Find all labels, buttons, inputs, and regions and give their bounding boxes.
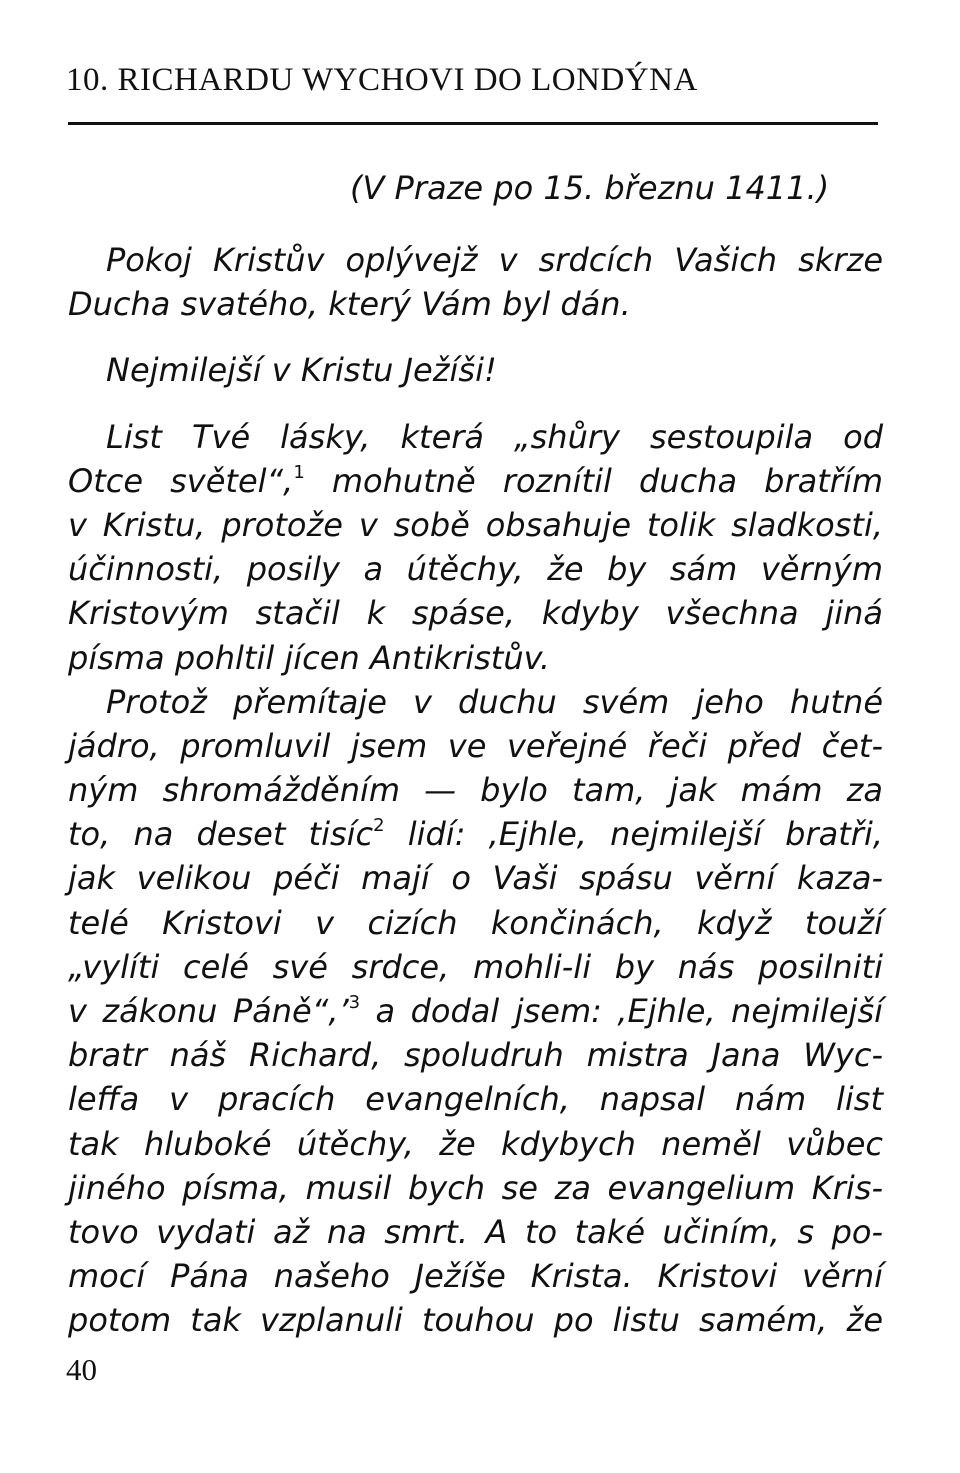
salutation: Nejmilejší v Kristu Ježíši! bbox=[106, 351, 497, 390]
footnote-mark: 1 bbox=[293, 461, 305, 483]
paragraph-line: Protož přemítaje v duchu svém jeho hutné bbox=[106, 682, 883, 721]
paragraph-line: tovo vydati až na smrt. A to také učiním, s po- bbox=[68, 1212, 883, 1251]
line-text: mohutně roznítil ducha bratřím bbox=[304, 461, 884, 500]
footnote-mark: 2 bbox=[373, 815, 385, 837]
paragraph-line: mocí Pána našeho Ježíše Krista. Kristovi věrní bbox=[68, 1257, 883, 1296]
chapter-heading: 10. RICHARDU WYCHOVI DO LONDÝNA bbox=[66, 62, 698, 98]
letter-dateline: (V Praze po 15. březnu 1411.) bbox=[350, 169, 830, 207]
line-text: lidí: ‚Ejhle, nejmilejší bratři, bbox=[384, 815, 883, 854]
paragraph-line: jiného písma, musil bych se za evangelium Kris- bbox=[68, 1168, 883, 1207]
paragraph-line bbox=[68, 989, 883, 1033]
paragraph-line: účinnosti, posily a útěchy, že by sám věrným bbox=[68, 550, 883, 589]
line-text: Otce světel“, bbox=[68, 461, 294, 500]
greeting-line: Ducha svatého, který Vám byl dán. bbox=[68, 285, 631, 324]
paragraph-line: potom tak vzplanuli touhou po listu samém, že bbox=[68, 1301, 883, 1340]
paragraph-line: písma pohltil jícen Antikristův. bbox=[68, 638, 551, 677]
page-number: 40 bbox=[66, 1352, 97, 1387]
heading-rule bbox=[68, 122, 878, 125]
paragraph-line: List Tvé lásky, která „shůry sestoupila od bbox=[106, 417, 883, 456]
paragraph-line bbox=[68, 812, 883, 856]
line-text: to, na deset tisíc bbox=[68, 815, 374, 854]
paragraph-line: „vylíti celé své srdce, mohli-li by nás posilniti bbox=[68, 947, 883, 986]
line-text: v zákonu Páně“,’ bbox=[68, 992, 349, 1030]
footnote-mark: 3 bbox=[348, 992, 361, 1013]
paragraph-line: telé Kristovi v cizích končinách, když touží bbox=[68, 903, 883, 942]
paragraph-line: jak velikou péči mají o Vaši spásu věrní kaza- bbox=[68, 859, 883, 898]
paragraph-line: leffa v pracích evangelních, napsal nám list bbox=[68, 1080, 883, 1119]
paragraph-line: ným shromážděním — bylo tam, jak mám za bbox=[68, 771, 883, 810]
paragraph-line: Kristovým stačil k spáse, kdyby všechna jiná bbox=[68, 594, 883, 633]
greeting-line: Pokoj Kristův oplývejž v srdcích Vašich skrze bbox=[106, 241, 883, 279]
paragraph-line: v Kristu, protože v sobě obsahuje tolik sladkosti, bbox=[68, 505, 883, 544]
spacer bbox=[68, 326, 883, 348]
paragraph-line: jádro, promluvil jsem ve veřejné řeči před čet- bbox=[68, 726, 883, 765]
paragraph-line: bratr náš Richard, spoludruh mistra Jana Wyc- bbox=[68, 1036, 883, 1075]
line-text: a dodal jsem: ‚Ejhle, nejmilejší bbox=[360, 992, 883, 1030]
paragraph-line: tak hluboké útěchy, že kdybych neměl vůbec bbox=[68, 1124, 883, 1163]
paragraph-line bbox=[68, 459, 883, 503]
spacer bbox=[68, 393, 883, 415]
letter-body bbox=[68, 238, 883, 1343]
